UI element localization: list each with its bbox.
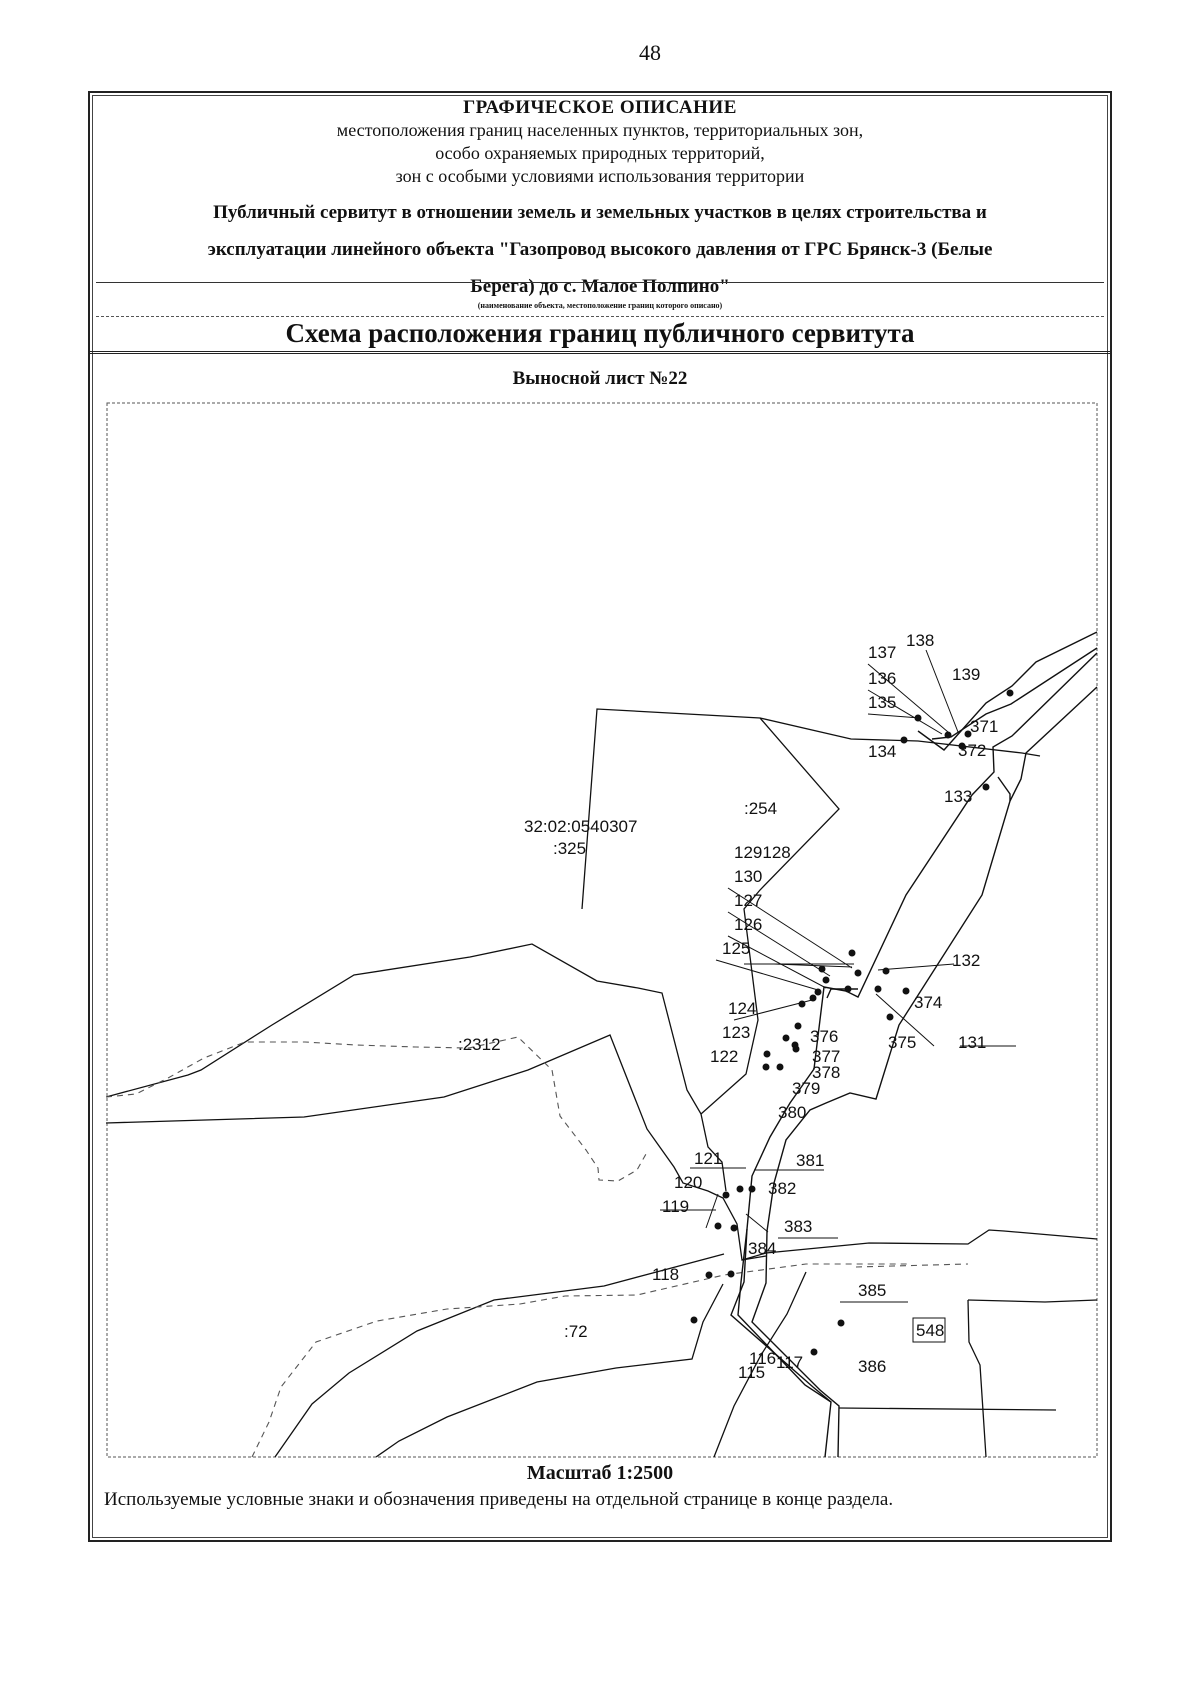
footnote: Используемые условные знаки и обозначения приведены на отдельной странице в конце раздела. xyxy=(104,1489,894,1510)
map-labels xyxy=(458,631,998,1382)
object-name-line-2: эксплуатации линейного объекта "Газопровод высокого давления от ГРС Брянск-3 (Белые xyxy=(207,239,993,260)
point-133: 133 xyxy=(944,787,973,806)
point-372: 372 xyxy=(958,741,987,760)
point-123: 123 xyxy=(722,1023,751,1042)
point-125: 125 xyxy=(722,939,751,958)
object-name-line-1: Публичный сервитут в отношении земель и земельных участков в целях строительства и xyxy=(213,202,987,223)
boundary-72 xyxy=(275,1254,724,1457)
header-subtitle-line-3: зон с особыми условиями использования территории xyxy=(395,166,805,186)
quarter-label: 32:02:0540307 xyxy=(524,817,638,836)
point-117: 117 xyxy=(776,1353,804,1372)
point-118: 118 xyxy=(652,1265,680,1284)
leader-138 xyxy=(926,650,958,732)
point-134: 134 xyxy=(868,742,897,761)
header-rule xyxy=(96,282,1104,283)
point-375: 375 xyxy=(888,1033,917,1052)
parcel-label-254: :254 xyxy=(744,799,778,818)
boundary-548 xyxy=(968,1300,986,1457)
point-138: 138 xyxy=(906,631,935,650)
dashed-line-north xyxy=(106,1037,646,1181)
point-135: 135 xyxy=(868,693,897,712)
parcel-label-2312: :2312 xyxy=(458,1035,501,1054)
parcel-label-325: :325 xyxy=(553,839,587,858)
header-dashed-rule xyxy=(96,316,1104,317)
point-132: 132 xyxy=(952,951,981,970)
point-385: 385 xyxy=(858,1281,887,1300)
corridor-north-inner xyxy=(932,648,1097,739)
corridor-inner-3 xyxy=(998,777,1010,801)
point-119: 119 xyxy=(662,1197,690,1216)
boundary-ridge xyxy=(968,1300,1097,1302)
point-130: 130 xyxy=(734,867,763,886)
parcel-label-548: 548 xyxy=(916,1321,945,1340)
object-name-line-3: Берега) до с. Малое Полпино" xyxy=(470,276,730,297)
point-371: 371 xyxy=(970,717,999,736)
header-subtitle-line-2: особо охраняемых природных территорий, xyxy=(435,143,765,163)
point-120: 120 xyxy=(674,1173,703,1192)
point-379: 379 xyxy=(792,1079,821,1098)
point-377: 377 xyxy=(812,1047,841,1066)
boundary-road-south xyxy=(376,1284,723,1457)
map-frame xyxy=(107,403,1097,1457)
point-383: 383 xyxy=(784,1217,813,1236)
header-separator xyxy=(88,351,1112,354)
point-374: 374 xyxy=(914,993,943,1012)
point-126: 126 xyxy=(734,915,763,934)
point-386: 386 xyxy=(858,1357,887,1376)
point-131: 131 xyxy=(958,1033,987,1052)
point-122: 122 xyxy=(710,1047,739,1066)
scheme-title: Схема расположения границ публичного сервитута xyxy=(285,318,915,348)
point-115: 115 xyxy=(738,1363,766,1382)
header-block xyxy=(92,95,1108,310)
point-121: 121 xyxy=(694,1149,723,1168)
page-number: 48 xyxy=(639,40,661,65)
header-title: ГРАФИЧЕСКОЕ ОПИСАНИЕ xyxy=(463,97,737,118)
point-382: 382 xyxy=(768,1179,797,1198)
leader-132 xyxy=(878,964,954,970)
point-137: 137 xyxy=(868,643,897,662)
parcel-label-72: :72 xyxy=(564,1322,588,1341)
point-380: 380 xyxy=(778,1103,807,1122)
leader-383 xyxy=(746,1214,768,1232)
point-378: 378 xyxy=(812,1063,841,1082)
point-381: 381 xyxy=(796,1151,825,1170)
point-136: 136 xyxy=(868,669,897,688)
sheet-title: Выносной лист №22 xyxy=(512,368,688,389)
header-subtitle-line-1: местоположения границ населенных пунктов, территориальных зон, xyxy=(336,120,864,140)
boundary-548-east xyxy=(839,1408,1056,1410)
map-area xyxy=(106,402,1098,1458)
dashed-line-south xyxy=(252,1264,907,1457)
dashed-boundaries xyxy=(106,1037,968,1457)
point-116: 116 xyxy=(749,1349,777,1368)
point-127: 127 xyxy=(734,891,763,910)
leader-119 xyxy=(706,1194,718,1228)
point-376: 376 xyxy=(810,1027,839,1046)
scale-label: Масштаб 1:2500 xyxy=(526,1462,674,1484)
point-124: 124 xyxy=(728,999,757,1018)
point-129128: 129128 xyxy=(734,843,791,862)
map-svg xyxy=(106,402,1098,1458)
object-note: (наименование объекта, местоположение границ которого описано) xyxy=(477,301,723,310)
boundary-2312 xyxy=(106,1035,1097,1260)
point-384: 384 xyxy=(748,1239,777,1258)
point-139: 139 xyxy=(952,665,981,684)
